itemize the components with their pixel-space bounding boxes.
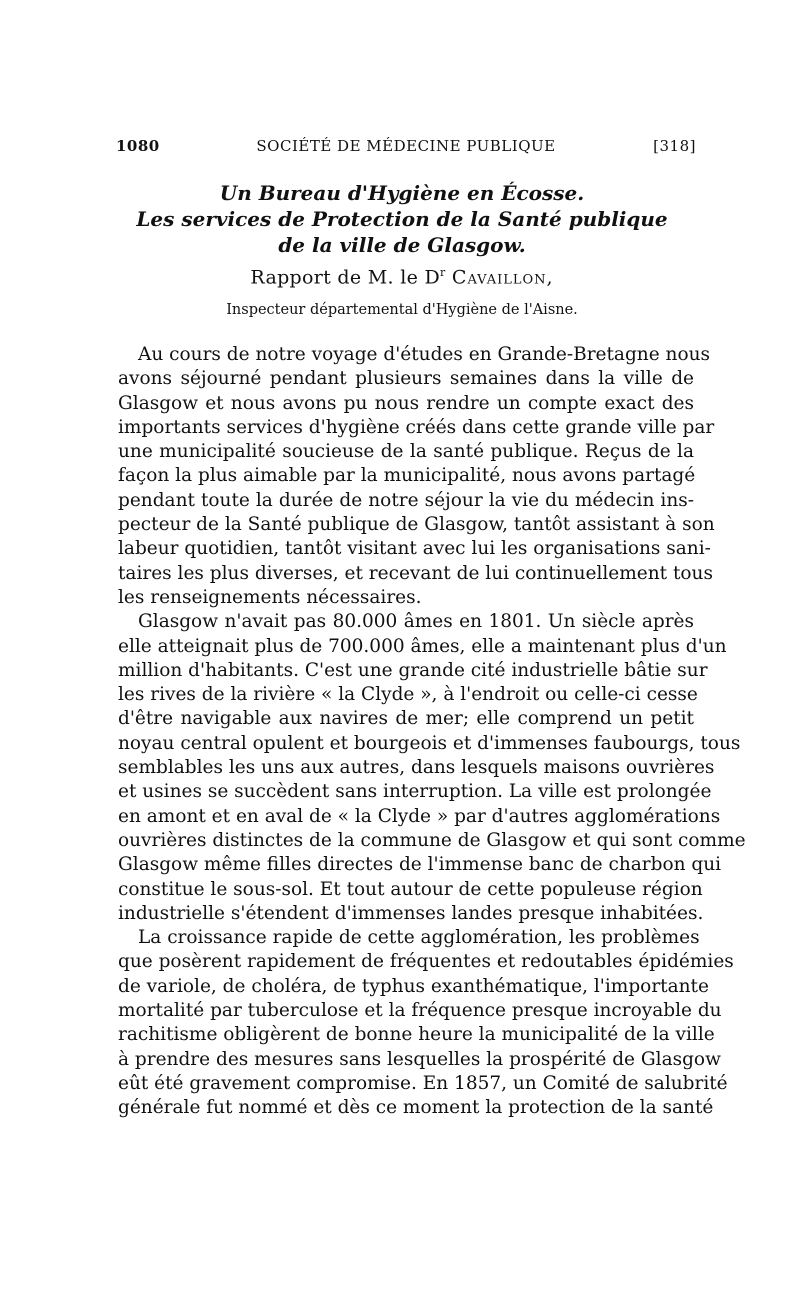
text-line: les rives de la rivière « la Clyde », à l'endroit ou celle-ci cesse (118, 684, 698, 706)
title-line-3: de la ville de Glasgow. (278, 233, 526, 257)
article-title (100, 180, 704, 258)
text-line: constitue le sous-sol. Et tout autour de cette populeuse région (118, 878, 703, 900)
text-line: de variole, de choléra, de typhus exanthématique, l'importante (118, 975, 709, 997)
title-line-2: Les services de Protection de la Santé publique (136, 207, 668, 231)
text-line: avons séjourné pendant plusieurs semaines dans la ville de (118, 368, 694, 390)
text-line: taires les plus diverses, et recevant de lui continuellement tous (118, 562, 713, 584)
text-line: et usines se succèdent sans interruption. La ville est prolongée (118, 781, 712, 803)
text-line: eût été gravement compromise. En 1857, un Comité de salubrité (118, 1072, 728, 1094)
text-line: générale fut nommé et dès ce moment la protection de la santé (118, 1097, 714, 1119)
text-line: en amont et en aval de « la Clyde » par d'autres agglomérations (118, 805, 721, 827)
text-line: Glasgow n'avait pas 80.000 âmes en 1801. Un siècle après (138, 611, 694, 633)
text-line: Glasgow même filles directes de l'immense banc de charbon qui (118, 854, 722, 876)
byline (100, 266, 704, 288)
title-line-1: Un Bureau d'Hygiène en Écosse. (219, 181, 585, 205)
text-line: d'être navigable aux navires de mer; elle comprend un petit (118, 708, 694, 730)
text-line: semblables les uns aux autres, dans lesquels maisons ouvrières (118, 757, 715, 779)
text-line: à prendre des mesures sans lesquelles la prospérité de Glasgow (118, 1048, 721, 1070)
text-line: labeur quotidien, tantôt visitant avec lui les organisations sani- (118, 538, 711, 560)
text-line: ouvrières distinctes de la commune de Glasgow et qui sont comme (118, 829, 746, 851)
running-header (116, 137, 696, 159)
text-line: elle atteignait plus de 700.000 âmes, elle a maintenant plus d'un (118, 635, 727, 657)
text-line: Glasgow et nous avons pu nous rendre un compte exact des (118, 392, 694, 414)
text-line: Au cours de notre voyage d'études en Grande-Bretagne nous (138, 344, 711, 365)
text-line: les renseignements nécessaires. (118, 586, 422, 608)
author-name: Cavaillon, (451, 266, 554, 289)
text-line: mortalité par tuberculose et la fréquence presque incroyable du (118, 1000, 722, 1022)
text-line: rachitisme obligèrent de bonne heure la municipalité de la ville (118, 1024, 715, 1046)
body-text (118, 343, 746, 1121)
text-line: noyau central opulent et bourgeois et d'immenses faubourgs, tous (118, 732, 741, 754)
page-number: 1080 (116, 137, 160, 155)
text-line: industrielle s'étendent d'immenses landes presque inhabitées. (118, 902, 704, 924)
page-reference: [318] (653, 137, 696, 155)
text-line: million d'habitants. C'est une grande cité industrielle bâtie sur (118, 659, 708, 681)
text-line: importants services d'hygiène créés dans cette grande ville par (118, 416, 715, 438)
text-line: une municipalité soucieuse de la santé publique. Reçus de la (118, 441, 694, 463)
journal-title: SOCIÉTÉ DE MÉDECINE PUBLIQUE (256, 137, 556, 155)
text-line: façon la plus aimable par la municipalité, nous avons partagé (118, 465, 696, 487)
byline-prefix: Rapport de M. le D (250, 266, 440, 289)
byline-title-sup: r (440, 266, 446, 279)
text-line: pecteur de la Santé publique de Glasgow, tantôt assistant à son (118, 514, 715, 536)
text-line: que posèrent rapidement de fréquentes et redoutables épidémies (118, 951, 734, 973)
author-affiliation: Inspecteur départemental d'Hygiène de l'Aisne. (226, 302, 578, 318)
text-line: pendant toute la durée de notre séjour la vie du médecin ins- (118, 489, 694, 511)
text-line: La croissance rapide de cette agglomération, les problèmes (138, 927, 700, 949)
